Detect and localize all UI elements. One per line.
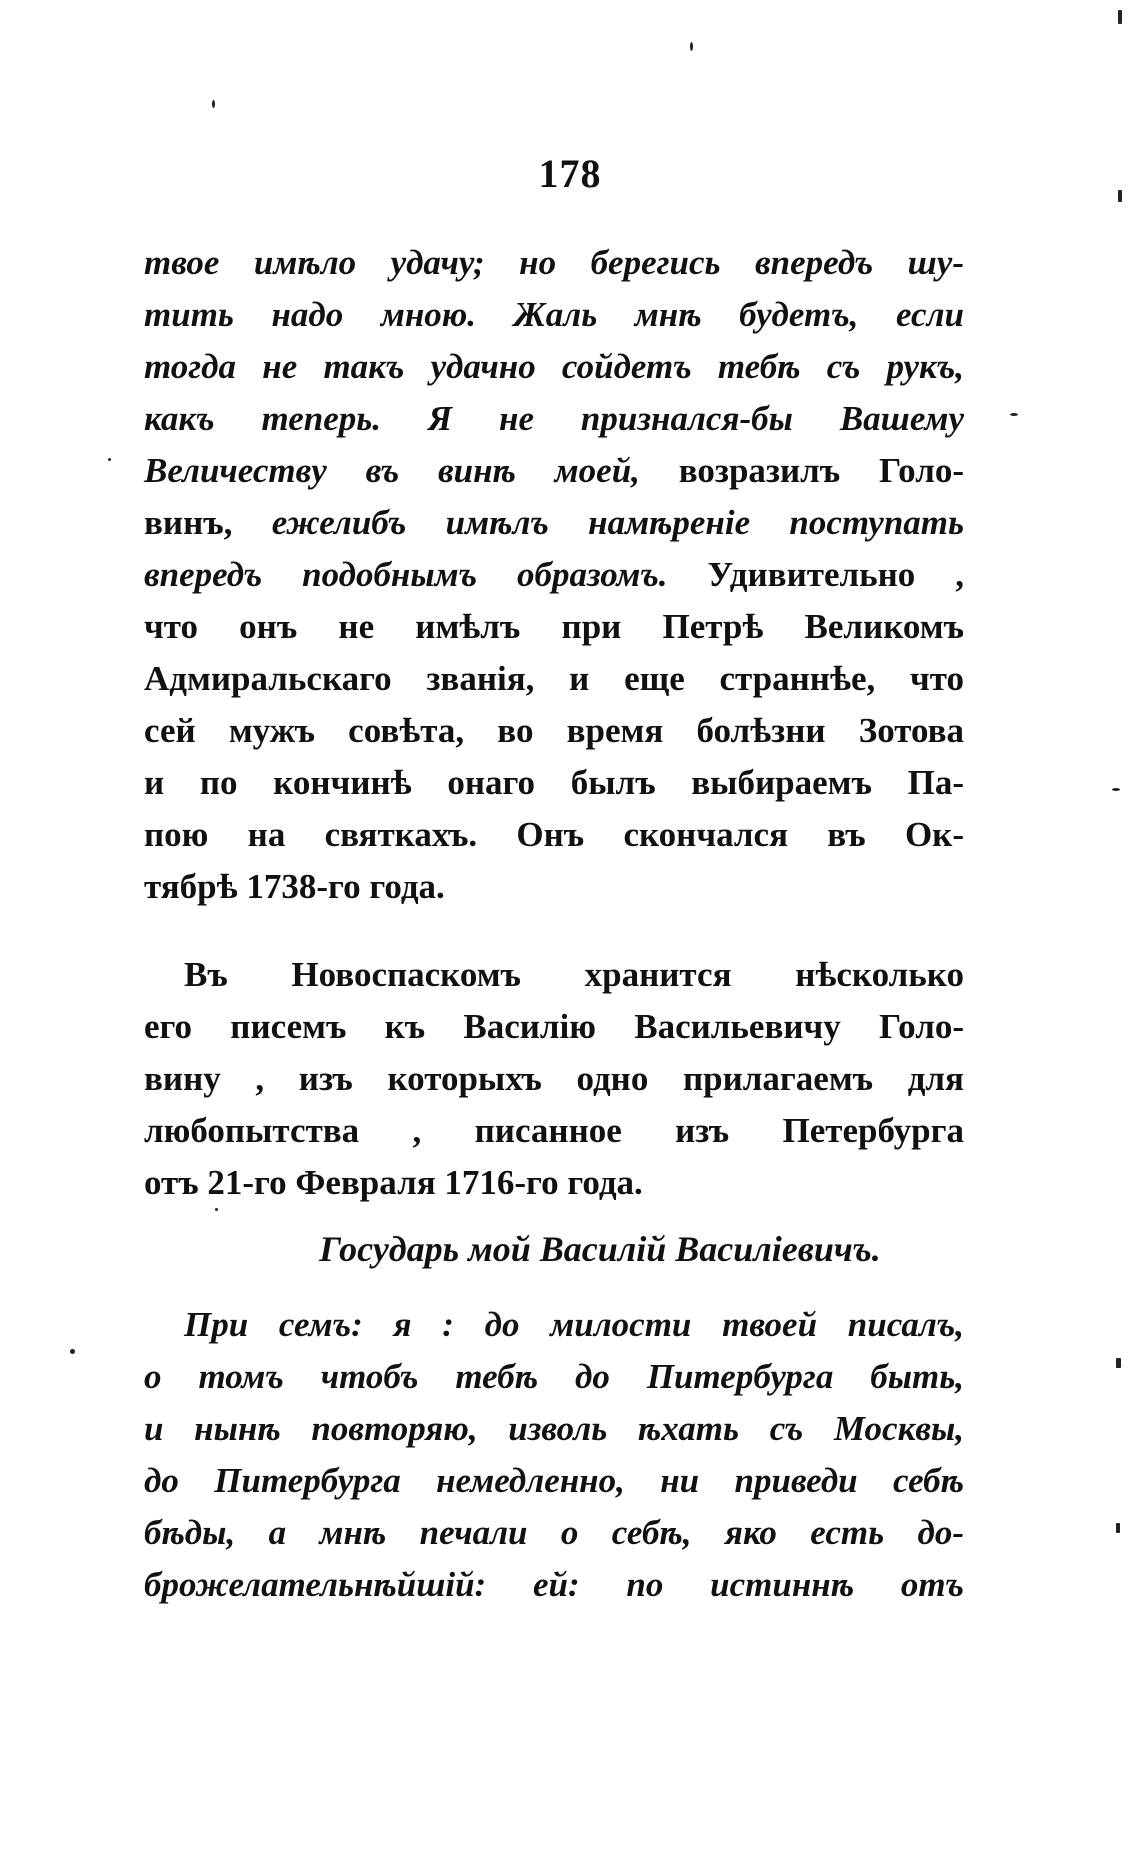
page-number: 178 bbox=[538, 151, 602, 196]
scan-speck bbox=[1010, 413, 1018, 416]
text-fragment: Удивительно , bbox=[667, 555, 964, 594]
scan-speck bbox=[1112, 788, 1120, 791]
text-line: о томъ чтобъ тебѣ до Питербурга быть, bbox=[144, 1357, 964, 1396]
scan-speck bbox=[70, 1349, 75, 1354]
text-line: что онъ не имѣлъ при Петрѣ Великомъ bbox=[144, 607, 964, 646]
text-line: и по кончинѣ онаго былъ выбираемъ Па- bbox=[144, 763, 964, 802]
text-line: вину , изъ которыхъ одно прилагаемъ для bbox=[144, 1059, 964, 1098]
text-line: пою на святкахъ. Онъ скончался въ Ок- bbox=[144, 815, 964, 854]
text-fragment: винъ, bbox=[144, 503, 233, 542]
text-line: брожелательнѣйшій: ей: по истиннѣ отъ bbox=[144, 1565, 964, 1604]
text-line: и нынѣ повторяю, изволь ѣхать съ Москвы, bbox=[144, 1409, 964, 1448]
text-line: любопытства , писанное изъ Петербурга bbox=[144, 1111, 964, 1150]
text-line: Въ Новоспаскомъ хранится нѣсколько bbox=[184, 955, 964, 994]
text-line: Адмиральскаго званія, и еще страннѣе, что bbox=[144, 659, 964, 698]
text-line: до Питербурга немедленно, ни приведи себѣ bbox=[144, 1461, 964, 1500]
text-fragment: возразилъ Голо- bbox=[639, 451, 964, 490]
text-line: его писемъ къ Василію Васильевичу Голо- bbox=[144, 1007, 964, 1046]
text-line: сей мужъ совѣта, во время болѣзни Зотова bbox=[144, 711, 964, 750]
text-line: какъ теперь. Я не признался-бы Вашему bbox=[144, 399, 964, 438]
scan-speck bbox=[690, 42, 693, 51]
text-line: бѣды, а мнѣ печали о себѣ, яко есть до- bbox=[144, 1513, 964, 1552]
text-line: тябрѣ 1738-го года. bbox=[144, 867, 445, 906]
scan-speck bbox=[1116, 1358, 1121, 1368]
text-line: отъ 21-го Февраля 1716-го года. bbox=[144, 1163, 643, 1202]
scan-speck bbox=[212, 100, 215, 108]
scan-speck bbox=[1118, 190, 1122, 202]
text-line bbox=[144, 503, 964, 545]
letter-salutation: Государь мой Василій Василіевичъ. bbox=[319, 1229, 881, 1269]
scan-speck bbox=[1118, 10, 1122, 24]
scan-speck bbox=[108, 458, 111, 461]
text-fragment: ежелибъ имѣлъ намѣреніе поступать bbox=[232, 503, 964, 542]
text-line bbox=[144, 555, 964, 597]
scan-speck bbox=[1116, 1523, 1120, 1533]
scan-speck bbox=[215, 1208, 218, 1211]
text-line bbox=[144, 451, 964, 493]
text-line: При семъ: я : до милости твоей писалъ, bbox=[184, 1305, 964, 1344]
text-fragment: впередъ подобнымъ образомъ. bbox=[144, 555, 668, 594]
text-fragment: Величеству въ винѣ моей, bbox=[144, 451, 640, 490]
text-line: тогда не такъ удачно сойдетъ тебѣ съ рукъ, bbox=[144, 347, 964, 386]
text-line: твое имѣло удачу; но берегись впередъ шу- bbox=[144, 243, 964, 282]
text-line: тить надо мною. Жаль мнѣ будетъ, если bbox=[144, 295, 964, 334]
